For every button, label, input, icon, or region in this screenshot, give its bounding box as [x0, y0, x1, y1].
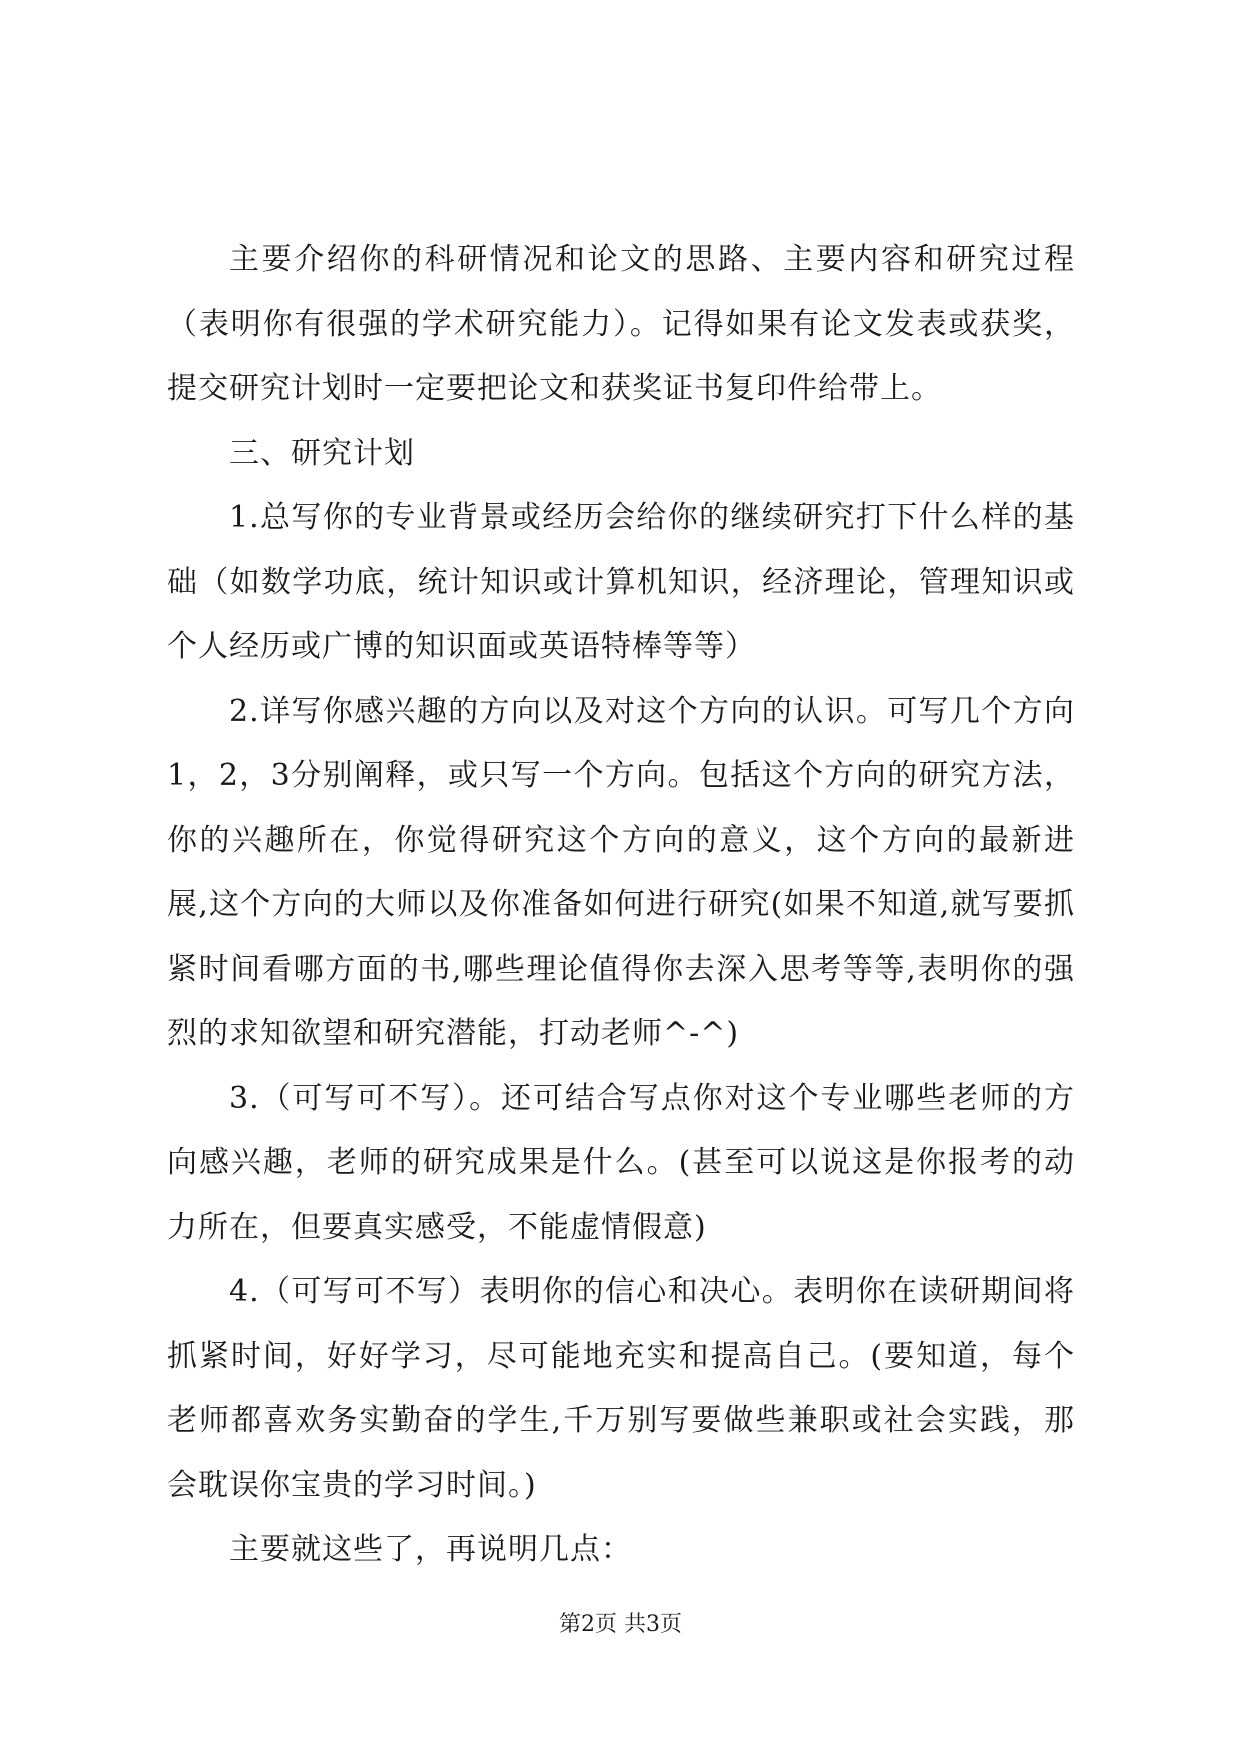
paragraph-item-3: 3.（可写可不写）。还可结合写点你对这个专业哪些老师的方向感兴趣，老师的研究成果是什么。(甚至可以说这是你报考的动力所在，但要真实感受，不能虚情假意) [167, 1080, 1075, 1245]
paragraph-closing: 主要就这些了，再说明几点： [229, 1532, 632, 1567]
page-footer [0, 1610, 1241, 1640]
paragraph-item-4: 4.（可写可不写）表明你的信心和决心。表明你在读研期间将抓紧时间，好好学习，尽可能地充实和提高自己。(要知道，每个老师都喜欢务实勤奋的学生,千万别写要做些兼职或社会实践，那会耽误你宝贵的学习时间。) [167, 1274, 1075, 1503]
section-heading-research-plan: 三、研究计划 [229, 435, 415, 471]
paragraph-intro: 主要介绍你的科研情况和论文的思路、主要内容和研究过程（表明你有很强的学术研究能力）。记得如果有论文发表或获奖，提交研究计划时一定要把论文和获奖证书复印件给带上。 [167, 242, 1075, 406]
body-text [167, 228, 1075, 1583]
paragraph-item-2: 2.详写你感兴趣的方向以及对这个方向的认识。可写几个方向1，2，3分别阐释，或只写一个方向。包括这个方向的研究方法，你的兴趣所在，你觉得研究这个方向的意义，这个方向的最新进展,这个方向的大师以及你准备如何进行研究(如果不知道,就写要抓紧时间看哪方面的书,哪些理论值得你去深入思考等等,表明你的强烈的求知欲望和研究潜能，打动老师^-^) [167, 693, 1075, 1051]
page-number: 第2页 共3页 [559, 1612, 682, 1637]
paragraph-item-1: 1.总写你的专业背景或经历会给你的继续研究打下什么样的基础（如数学功底，统计知识或计算机知识，经济理论，管理知识或个人经历或广博的知识面或英语特棒等等） [167, 500, 1075, 664]
